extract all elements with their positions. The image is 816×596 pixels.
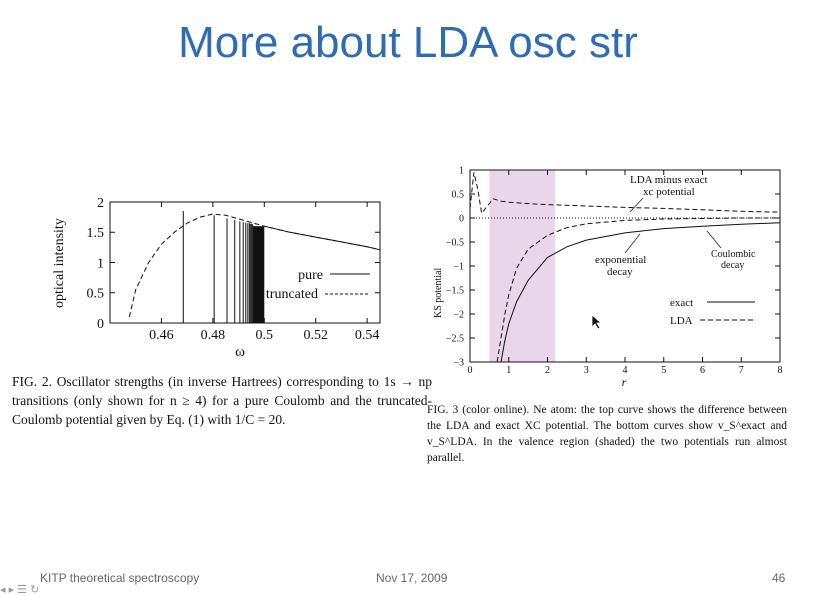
fig3-ytick-label: −2: [453, 309, 464, 321]
fig3-xtick-label: 4: [622, 365, 628, 376]
fig3-legend-exact: exact: [670, 297, 694, 309]
fig2-chart: [40, 190, 440, 360]
fig2-caption-label: FIG. 2.: [12, 374, 52, 389]
slide-title: More about LDA osc str: [178, 18, 638, 67]
fig3-legend-lda: LDA: [670, 315, 693, 327]
fig3-ytick-label: −3: [453, 357, 464, 369]
fig2-xtick-label: 0.46: [149, 328, 174, 343]
fig3-ytick-label: 0.5: [451, 189, 464, 201]
footer-date: Nov 17, 2009: [376, 571, 448, 585]
fig2-legend-truncated: truncated: [265, 287, 318, 302]
fig2-ytick-label: 2: [97, 195, 104, 211]
fig2-series-pure: [264, 226, 380, 250]
fig2-filled-band: [253, 226, 265, 323]
fig3-xtick-label: 1: [506, 365, 512, 376]
fig3-xtick-label: 3: [583, 365, 589, 376]
fig2-ytick-label: 1: [97, 256, 104, 272]
fig3-ylabel: KS potential: [433, 267, 444, 318]
fig2-xtick-label: 0.5: [255, 328, 274, 343]
fig3-caption-text: (color online). Ne atom: the top curve shows the difference between the LDA and exact XC potential. The bottom curves show v_S^exact and v_S^LDA. In the valence region (shaded) the two potentials run almost parallel.: [427, 404, 787, 464]
fig2-xtick-label: 0.48: [200, 328, 226, 343]
fig3-annot-xc-potential: xc potential: [643, 186, 695, 198]
fig3-annot-coul-decay: decay: [721, 260, 745, 271]
fig3-annot-arrow-2: [625, 234, 640, 253]
mouse-pointer-icon: [591, 314, 603, 330]
fig3-xtick-label: 2: [545, 365, 550, 376]
fig2-ytick-label: 1.5: [86, 226, 104, 242]
fig3-annot-lda-minus-exact: LDA minus exact: [630, 174, 708, 186]
fig3-xtick-label: 7: [738, 365, 744, 376]
fig2-xtick-label: 0.54: [354, 328, 380, 343]
fig3-ytick-label: −1: [453, 261, 464, 273]
fig3-ytick-label: −0.5: [445, 237, 464, 249]
fig3-ytick-label: 0: [459, 213, 464, 225]
fig2-legend-pure: pure: [298, 268, 323, 283]
fig3-xtick-label: 5: [661, 365, 667, 376]
fig3-xtick-label: 6: [700, 365, 705, 376]
fig3-xtick-label: 0: [467, 365, 473, 376]
fig2-xlabel: ω: [235, 344, 245, 360]
fig3-annot-exp-decay: decay: [607, 266, 633, 278]
fig2-ytick-label: 0: [97, 316, 104, 332]
footer-left: KITP theoretical spectroscopy: [40, 571, 200, 585]
fig2-xtick-label: 0.52: [303, 328, 328, 343]
fig3-shaded-region: [489, 170, 555, 362]
fig3-ytick-label: 1: [459, 165, 464, 177]
fig3-annot-arrow-1: [630, 198, 643, 212]
fig3-annot-arrow-3: [707, 231, 721, 248]
fig2-caption: [12, 372, 432, 429]
fig3-chart: [425, 160, 795, 390]
fig3-caption-label: FIG. 3: [427, 404, 459, 416]
fig3-annot-exponential: exponential: [595, 254, 647, 266]
fig2-ytick-label: 0.5: [86, 286, 104, 302]
fig3-caption: [427, 402, 787, 466]
fig3-ytick-label: −1.5: [445, 285, 464, 297]
fig2-frame: [110, 202, 380, 323]
page-number: 46: [772, 571, 786, 585]
slide-nav-controls[interactable]: ◂ ▸ ☰ ↻: [0, 584, 40, 596]
fig2-ylabel: optical intensity: [52, 218, 67, 308]
fig3-annot-coulombic: Coulombic: [711, 249, 756, 260]
fig2-caption-text: Oscillator strengths (in inverse Hartrees) corresponding to 1s → np transitions (only shown for n ≥ 4) for a pure Coulomb and the truncated-Coulomb potential given by Eq. (1) with 1/C = 20.: [12, 374, 432, 427]
fig3-xtick-label: 8: [777, 365, 783, 376]
fig3-xlabel: r: [621, 375, 627, 389]
fig3-ytick-label: −2.5: [445, 333, 464, 345]
